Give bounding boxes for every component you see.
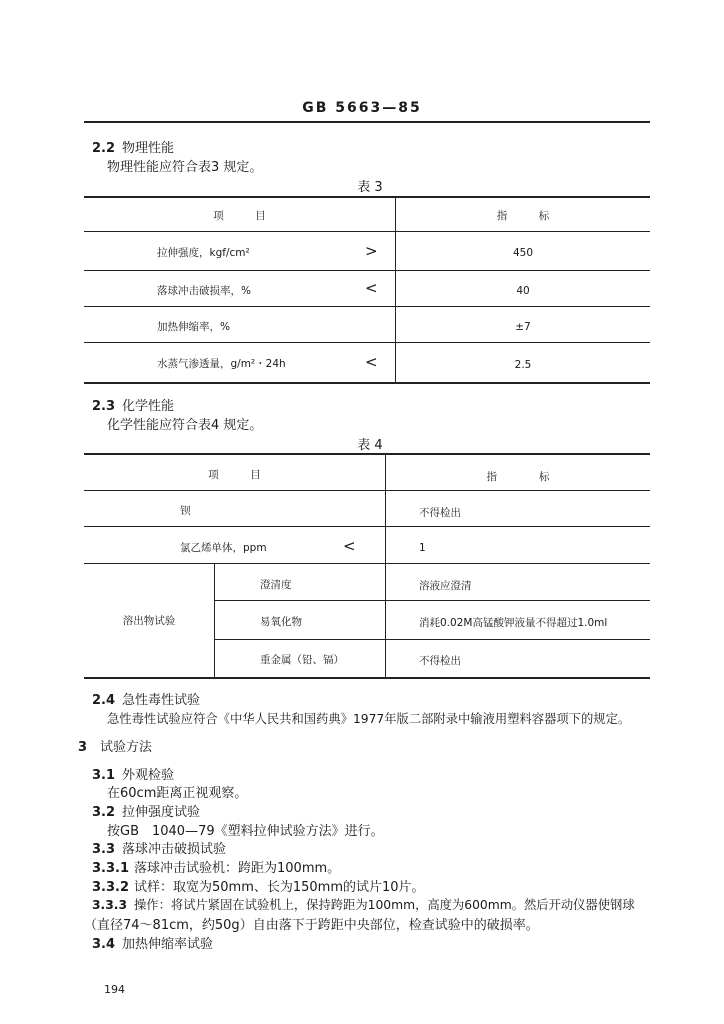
section-number: 3.4 (92, 937, 116, 952)
section-2-4-body: 急性毒性试验应符合《中华人民共和国药典》1977年版二部附录中输液用塑料容器项下的规定。 (107, 712, 631, 726)
section-3-heading (78, 736, 152, 755)
table-4-col-value: 指 标 (486, 471, 550, 483)
section-number: 2.4 (92, 693, 116, 708)
table-row-item: 落球冲击破损率，% (157, 285, 251, 297)
section-2-3-body: 化学性能应符合表4 规定。 (107, 418, 263, 433)
section-number: 3.1 (92, 768, 116, 783)
table-row-item: 重金属（铅、镉） (260, 654, 344, 666)
section-3-1-body: 在60cm距离正视观察。 (107, 786, 248, 801)
table-4-col-divider (385, 453, 386, 678)
section-title: 外观检验 (122, 768, 175, 783)
section-text: 操作：将试片紧固在试验机上，保持跨距为100mm，高度为600mm。然后开动仪器使钢球 (134, 898, 635, 912)
table-4-top-rule (84, 453, 650, 455)
section-3-4-heading (92, 933, 213, 952)
section-2-4-heading (92, 689, 200, 708)
section-title: 拉伸强度试验 (122, 805, 201, 820)
table-row-value: 不得检出 (419, 507, 461, 519)
table-4-bottom-rule (84, 677, 650, 679)
section-2-3-heading (92, 395, 174, 414)
table-3-caption: 表 3 (357, 180, 383, 195)
table-row-item: 澄清度 (260, 579, 292, 591)
table-row-value: 消耗0.02M高锰酸钾液量不得超过1.0ml (419, 617, 608, 629)
table-3-header-rule (84, 231, 650, 232)
section-3-3-3 (92, 895, 635, 913)
table-4-col-item: 项 目 (208, 469, 261, 481)
table-row-value: 溶液应澄清 (419, 580, 472, 592)
table-row-operator: < (365, 353, 378, 371)
section-number: 3.3.3 (92, 898, 128, 912)
table-3-bottom-rule (84, 382, 650, 384)
table-row-value: ±7 (515, 321, 531, 333)
table-group-label: 溶出物试验 (122, 615, 176, 627)
section-3-3-heading (92, 838, 226, 857)
table-row-item: 氯乙烯单体，ppm (180, 542, 267, 554)
section-3-2-body: 按GB 1040—79《塑料拉伸试验方法》进行。 (107, 824, 384, 839)
section-3-3-2 (92, 876, 425, 895)
section-number: 2.2 (92, 141, 116, 156)
section-number: 3 (78, 740, 88, 755)
section-title: 加热伸缩率试验 (122, 937, 214, 952)
table-3-top-rule (84, 196, 650, 198)
section-text: 落球冲击试验机：跨距为100mm。 (134, 861, 341, 876)
header-rule (84, 121, 650, 123)
table-row-item: 加热伸缩率，% (157, 321, 230, 333)
table-row-operator: > (365, 242, 378, 260)
table-row-value: 1 (419, 542, 426, 554)
section-title: 物理性能 (122, 141, 175, 156)
section-number: 3.3 (92, 842, 116, 857)
section-2-2-body: 物理性能应符合表3 规定。 (107, 160, 263, 175)
section-title: 急性毒性试验 (122, 693, 201, 708)
section-text: 试样：取宽为50mm、长为150mm的试片10片。 (134, 880, 425, 895)
section-3-3-1 (92, 857, 340, 876)
section-number: 3.3.1 (92, 861, 130, 876)
section-2-2-heading (92, 137, 174, 156)
table-row-item: 钡 (180, 505, 191, 517)
table-4-caption: 表 4 (357, 438, 383, 453)
section-number: 2.3 (92, 399, 116, 414)
section-3-2-heading (92, 801, 200, 820)
table-row-value: 40 (516, 285, 530, 297)
table-row-item: 易氧化物 (260, 616, 302, 628)
table-row-operator: < (343, 537, 356, 555)
table-row-item: 拉伸强度，kgf/cm² (157, 247, 250, 259)
section-3-3-3-continued: （直径74～81cm，约50g）自由落下于跨距中央部位，检查试验中的破损率。 (84, 918, 539, 933)
section-title: 化学性能 (122, 399, 175, 414)
table-4-group-divider (214, 563, 215, 678)
table-row-item: 水蒸气渗透量，g/m²・24h (157, 358, 286, 370)
section-number: 3.2 (92, 805, 116, 820)
section-title: 试验方法 (100, 740, 153, 755)
section-number: 3.3.2 (92, 880, 130, 895)
section-3-1-heading (92, 764, 174, 783)
section-title: 落球冲击破损试验 (122, 842, 227, 857)
table-row-operator: < (365, 279, 378, 297)
table-row-value: 不得检出 (419, 655, 461, 667)
table-row-value: 450 (512, 247, 534, 259)
page-number: 194 (104, 983, 125, 996)
table-3-col-item: 项 目 (213, 210, 266, 222)
table-row-value: 2.5 (514, 359, 532, 371)
standard-header: GB 5663—85 (302, 100, 422, 116)
table-3-col-value: 指 标 (496, 210, 550, 222)
